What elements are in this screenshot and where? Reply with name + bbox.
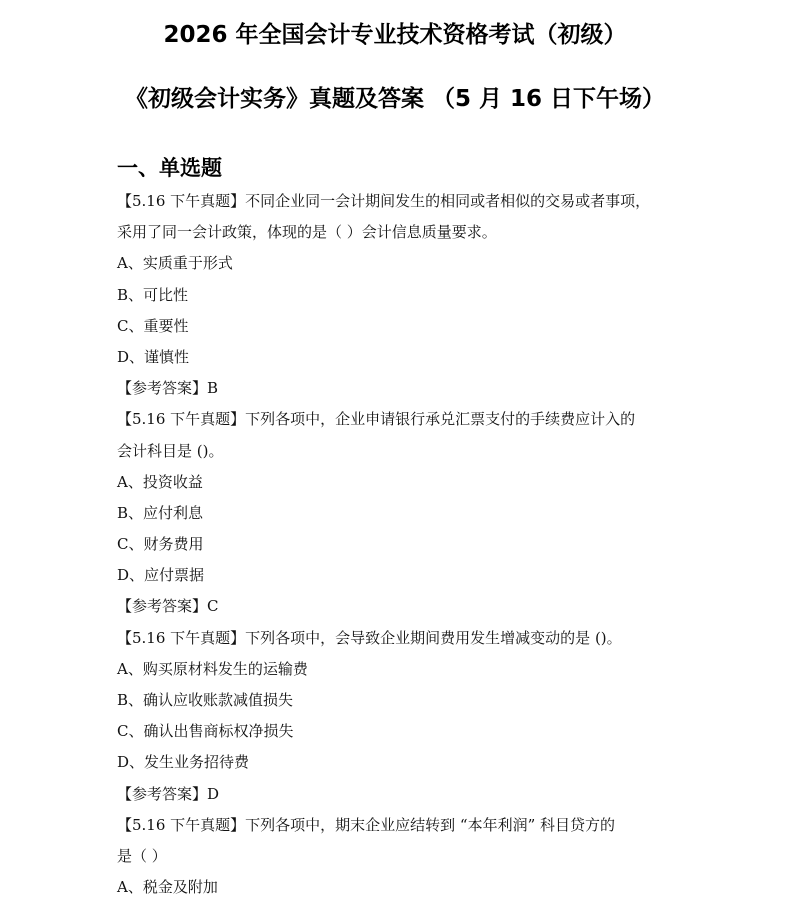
question-1-option-a: A、实质重于形式 [117,254,233,273]
question-4-stem-line2: 是（ ） [117,846,167,865]
question-1-stem-line1: 【5.16 下午真题】不同企业同一会计期间发生的相同或者相似的交易或者事项， [117,192,651,210]
document-title-line1: 2026 年全国会计专业技术资格考试（初级） [163,22,627,48]
question-2-stem-line1: 【5.16 下午真题】下列各项中，企业申请银行承兑汇票支付的手续费应计入的 [117,410,636,429]
question-2-option-c: C、财务费用 [117,535,204,554]
question-1-option-b: B、可比性 [117,285,189,304]
question-3-option-a: A、购买原材料发生的运输费 [117,659,308,678]
question-3-stem-line1: 【5.16 下午真题】下列各项中，会导致企业期间费用发生增减变动的是 ()。 [117,628,622,647]
question-1-option-d: D、谨慎性 [117,347,190,366]
question-3-answer: 【参考答案】D [117,784,220,803]
question-3-option-c: C、确认出售商标权净损失 [117,722,294,741]
document-title-line2: 《初级会计实务》真题及答案 （5 月 16 日下午场） [124,86,666,112]
question-2-option-d: D、应付票据 [117,566,205,585]
question-3-option-d: D、发生业务招待费 [117,753,250,772]
question-2-stem-line2: 会计科目是 ()。 [117,441,224,460]
question-3-option-b: B、确认应收账款减值损失 [117,691,294,709]
question-1-stem-line2: 采用了同一会计政策，体现的是（ ）会计信息质量要求。 [117,223,497,242]
question-4-stem-line1: 【5.16 下午真题】下列各项中，期末企业应结转到 “本年利润” 科目贷方的 [117,815,616,834]
question-2-answer: 【参考答案】C [117,597,219,616]
question-2-option-a: A、投资收益 [117,472,203,491]
question-list [117,186,677,903]
question-2-option-b: B、应付利息 [117,503,204,522]
question-4-option-a: A、税金及附加 [117,878,218,897]
section-heading: 一、单选题 [117,156,222,180]
question-1-option-c: C、重要性 [117,316,189,335]
question-1-answer: 【参考答案】B [117,379,219,398]
